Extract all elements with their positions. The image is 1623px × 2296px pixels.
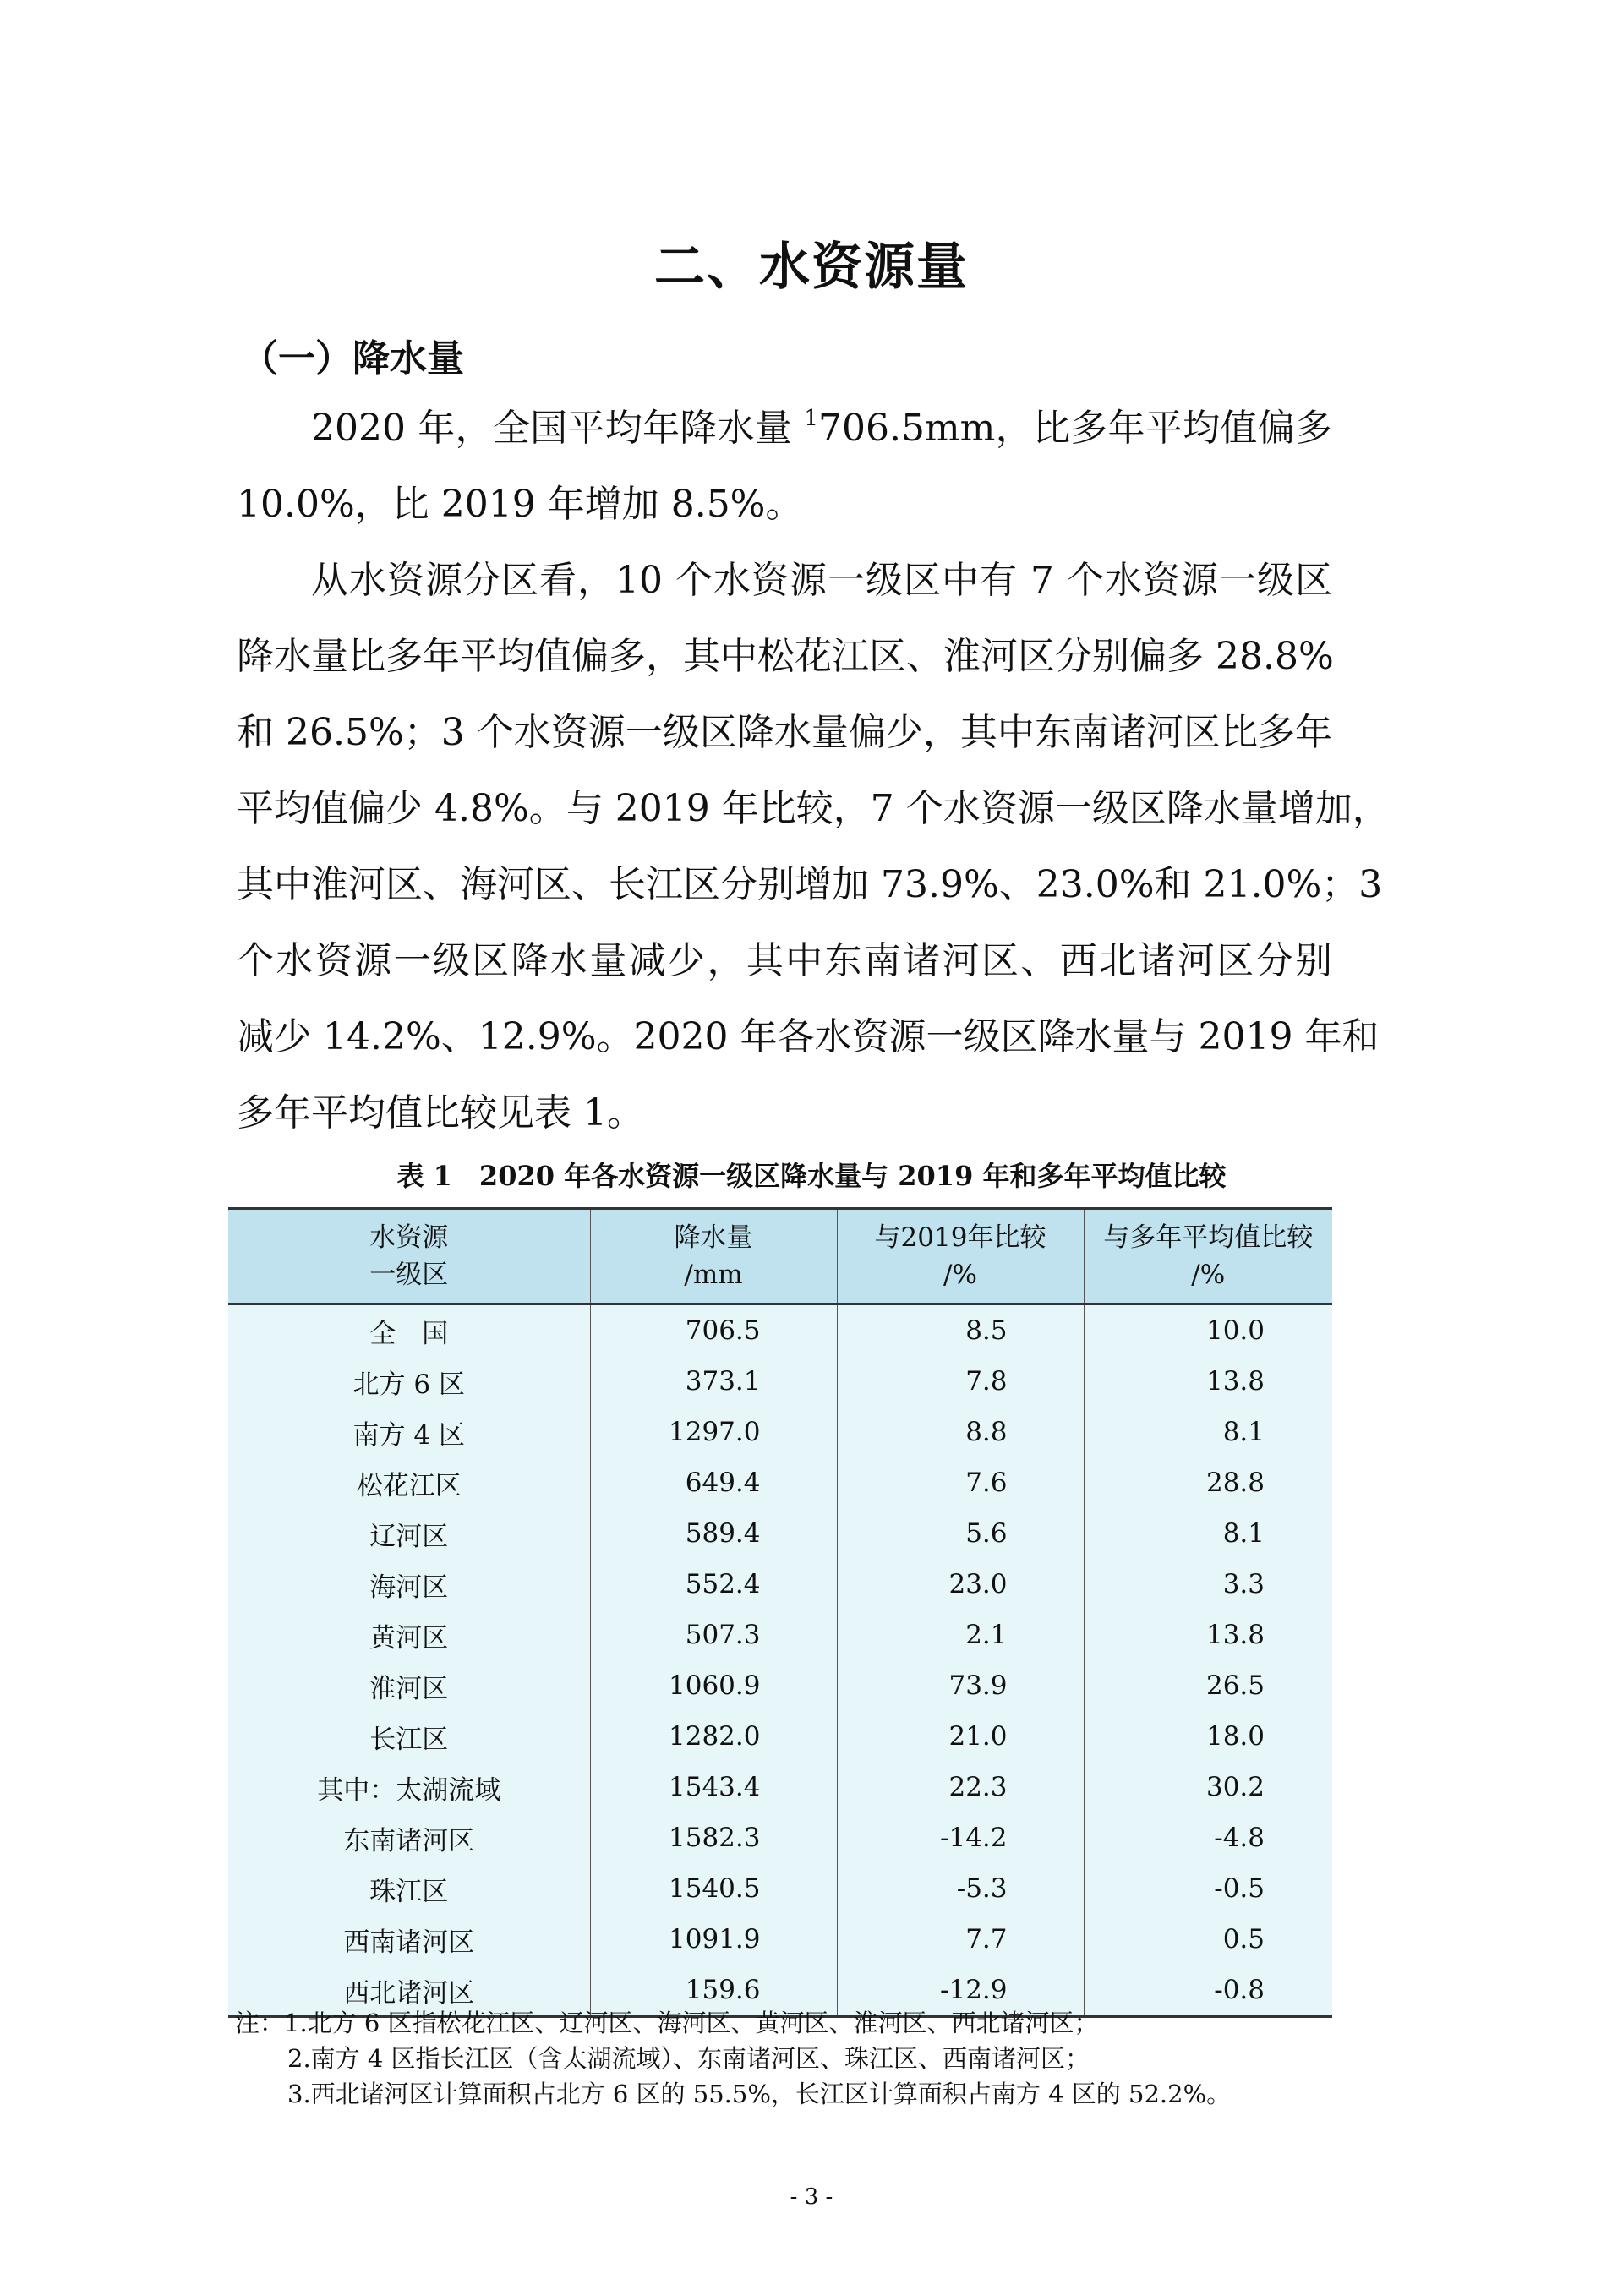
cell-vs-2019: 22.3 <box>837 1762 1084 1812</box>
table-row <box>228 1610 1332 1660</box>
cell-region: 东南诸河区 <box>228 1812 590 1863</box>
paragraph-2 <box>237 543 1390 1151</box>
page-number: - 3 - <box>790 2184 833 2210</box>
table-row <box>228 1863 1332 1914</box>
cell-precipitation: 552.4 <box>590 1559 837 1610</box>
cell-precipitation: 1540.5 <box>590 1863 837 1914</box>
table-caption: 表 1 2020 年各水资源一级区降水量与 2019 年和多年平均值比较 <box>396 1160 1227 1192</box>
paragraph-2-line: 其中淮河区、海河区、长江区分别增加 73.9%、23.0%和 21.0%；3 <box>237 863 1383 906</box>
cell-vs-average: 0.5 <box>1084 1914 1332 1965</box>
cell-vs-average: 3.3 <box>1084 1559 1332 1610</box>
cell-vs-2019: -5.3 <box>837 1863 1084 1914</box>
table-row <box>228 1559 1332 1610</box>
cell-region: 淮河区 <box>228 1660 590 1711</box>
cell-precipitation: 649.4 <box>590 1457 837 1508</box>
table-row <box>228 1304 1332 1357</box>
table-row <box>228 1508 1332 1559</box>
cell-vs-average: -0.8 <box>1084 1965 1332 2017</box>
cell-vs-average: 30.2 <box>1084 1762 1332 1812</box>
cell-vs-average: 8.1 <box>1084 1508 1332 1559</box>
table-row <box>228 1914 1332 1965</box>
table-row <box>228 1457 1332 1508</box>
header-region: 水资源 一级区 <box>228 1209 590 1304</box>
paragraph-2-line: 从水资源分区看，10 个水资源一级区中有 7 个水资源一级区 <box>311 559 1332 602</box>
cell-vs-2019: 7.6 <box>837 1457 1084 1508</box>
cell-precipitation: 507.3 <box>590 1610 837 1660</box>
paragraph-1-line-2: 10.0%，比 2019 年增加 8.5%。 <box>237 483 803 526</box>
cell-vs-average: -0.5 <box>1084 1863 1332 1914</box>
cell-precipitation: 706.5 <box>590 1304 837 1357</box>
paragraph-1 <box>237 391 1332 543</box>
cell-precipitation: 1282.0 <box>590 1711 837 1762</box>
cell-region: 海河区 <box>228 1559 590 1610</box>
cell-vs-2019: 8.5 <box>837 1304 1084 1357</box>
table-row <box>228 1762 1332 1812</box>
paragraph-2-line: 降水量比多年平均值偏多，其中松花江区、淮河区分别偏多 28.8% <box>237 635 1334 678</box>
cell-precipitation: 1543.4 <box>590 1762 837 1812</box>
cell-region: 西北诸河区 <box>228 1965 590 2017</box>
table-body <box>228 1304 1332 2017</box>
cell-precipitation: 373.1 <box>590 1356 837 1407</box>
paragraph-1-line-1: 2020 年，全国平均年降水量 $^1$706.5mm，比多年平均值偏多 <box>311 406 1332 450</box>
cell-precipitation: 159.6 <box>590 1965 837 2017</box>
cell-vs-2019: 5.6 <box>837 1508 1084 1559</box>
precipitation-table <box>228 1207 1332 2018</box>
cell-region: 北方 6 区 <box>228 1356 590 1407</box>
footnote-mark: 1 <box>804 406 818 431</box>
cell-region: 南方 4 区 <box>228 1407 590 1457</box>
table-row <box>228 1660 1332 1711</box>
table-row <box>228 1812 1332 1863</box>
cell-vs-average: 28.8 <box>1084 1457 1332 1508</box>
cell-vs-2019: 73.9 <box>837 1660 1084 1711</box>
note-3: 3.西北诸河区计算面积占北方 6 区的 55.5%，长江区计算面积占南方 4 区的 52.2%。 <box>287 2080 1232 2108</box>
cell-region: 全 国 <box>228 1304 590 1357</box>
table-row <box>228 1711 1332 1762</box>
cell-region: 西南诸河区 <box>228 1914 590 1965</box>
cell-vs-2019: -12.9 <box>837 1965 1084 2017</box>
table-row <box>228 1356 1332 1407</box>
cell-vs-average: 13.8 <box>1084 1610 1332 1660</box>
header-precipitation: 降水量 /mm <box>590 1209 837 1304</box>
cell-vs-average: 18.0 <box>1084 1711 1332 1762</box>
cell-precipitation: 589.4 <box>590 1508 837 1559</box>
cell-region: 松花江区 <box>228 1457 590 1508</box>
cell-vs-2019: 7.7 <box>837 1914 1084 1965</box>
cell-region: 珠江区 <box>228 1863 590 1914</box>
cell-vs-average: 26.5 <box>1084 1660 1332 1711</box>
cell-precipitation: 1582.3 <box>590 1812 837 1863</box>
cell-region: 黄河区 <box>228 1610 590 1660</box>
cell-vs-2019: 7.8 <box>837 1356 1084 1407</box>
cell-vs-average: 13.8 <box>1084 1356 1332 1407</box>
header-vs-average: 与多年平均值比较 /% <box>1084 1209 1332 1304</box>
paragraph-2-line: 个水资源一级区降水量减少，其中东南诸河区、西北诸河区分别 <box>237 939 1332 982</box>
cell-vs-2019: -14.2 <box>837 1812 1084 1863</box>
cell-precipitation: 1091.9 <box>590 1914 837 1965</box>
cell-vs-average: -4.8 <box>1084 1812 1332 1863</box>
cell-region: 辽河区 <box>228 1508 590 1559</box>
table-notes <box>235 2005 1231 2112</box>
note-1: 注：1.北方 6 区指松花江区、辽河区、海河区、黄河区、淮河区、西北诸河区； <box>235 2009 1099 2037</box>
paragraph-2-line: 多年平均值比较见表 1。 <box>237 1091 644 1134</box>
cell-vs-average: 8.1 <box>1084 1407 1332 1457</box>
section-title: 二、水资源量 <box>654 238 969 297</box>
table-header-row <box>228 1209 1332 1304</box>
cell-region: 其中：太湖流域 <box>228 1762 590 1812</box>
cell-vs-2019: 23.0 <box>837 1559 1084 1610</box>
paragraph-2-line: 平均值偏少 4.8%。与 2019 年比较，7 个水资源一级区降水量增加， <box>237 787 1390 830</box>
cell-precipitation: 1297.0 <box>590 1407 837 1457</box>
cell-vs-2019: 8.8 <box>837 1407 1084 1457</box>
cell-vs-2019: 21.0 <box>837 1711 1084 1762</box>
paragraph-2-line: 和 26.5%；3 个水资源一级区降水量偏少，其中东南诸河区比多年 <box>237 711 1332 754</box>
header-vs-2019: 与2019年比较 /% <box>837 1209 1084 1304</box>
table-row <box>228 1407 1332 1457</box>
cell-precipitation: 1060.9 <box>590 1660 837 1711</box>
note-2: 2.南方 4 区指长江区（含太湖流域）、东南诸河区、珠江区、西南诸河区； <box>287 2044 1090 2073</box>
cell-vs-2019: 2.1 <box>837 1610 1084 1660</box>
subsection-title: （一）降水量 <box>241 337 464 380</box>
cell-vs-average: 10.0 <box>1084 1304 1332 1357</box>
cell-region: 长江区 <box>228 1711 590 1762</box>
paragraph-2-line: 减少 14.2%、12.9%。2020 年各水资源一级区降水量与 2019 年和 <box>237 1015 1380 1058</box>
